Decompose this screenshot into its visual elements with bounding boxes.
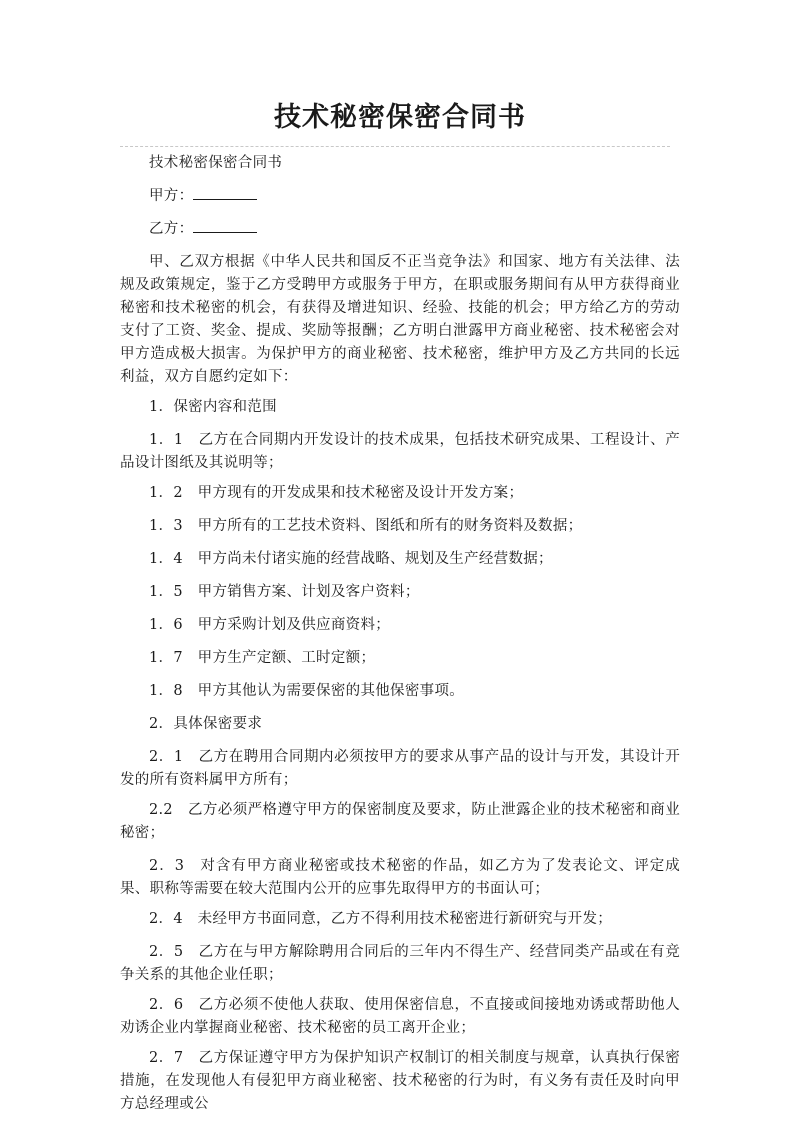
party-b-label: 乙方：: [149, 221, 194, 237]
clause-2-7: 2．7 乙方保证遵守甲方为保护知识产权制订的相关制度与规章，认真执行保密措施，在发现他人有侵犯甲方商业秘密、技术秘密的行为时，有义务有责任及时向甲方总经理或公: [120, 1050, 680, 1112]
clause-1-5: 1．5 甲方销售方案、计划及客户资料；: [149, 584, 420, 600]
section-1-heading: 1．保密内容和范围: [149, 399, 277, 415]
subtitle: 技术秘密保密合同书: [149, 155, 283, 171]
clause-2-4: 2．4 未经甲方书面同意，乙方不得利用技术秘密进行新研究与开发；: [149, 911, 613, 927]
party-b-line: [120, 218, 680, 241]
clause-1-4: 1．4 甲方尚未付诸实施的经营战略、规划及生产经营数据；: [149, 551, 553, 567]
clause-1-2: 1．2 甲方现有的开发成果和技术秘密及设计开发方案；: [149, 485, 524, 501]
clause-2-1: 2．1 乙方在聘用合同期内必须按甲方的要求从事产品的设计与开发，其设计开发的所有资料属甲方所有；: [120, 749, 680, 788]
section-2-heading: 2．具体保密要求: [149, 716, 263, 732]
document-title: 技术秘密保密合同书: [274, 102, 526, 133]
clause-1-8: 1．8 甲方其他认为需要保密的其他保密事项。: [149, 683, 465, 699]
clause-1-6: 1．6 甲方采购计划及供应商资料；: [149, 617, 391, 633]
party-b-blank: [193, 218, 257, 233]
party-a-line: [120, 185, 680, 208]
clause-2-2: 2.2 乙方必须严格遵守甲方的保密制度及要求，防止泄露企业的技术秘密和商业秘密；: [120, 802, 680, 841]
preamble-paragraph: 甲、乙双方根据《中华人民共和国反不正当竞争法》和国家、地方有关法律、法规及政策规定，鉴于乙方受聘甲方或服务于甲方，在职或服务期间有从甲方获得商业秘密和技术秘密的机会，有获得及增进知识、经验、技能的机会；甲方给乙方的劳动支付了工资、奖金、提成、奖励等报酬；乙方明白泄露甲方商业秘密、技术秘密会对甲方造成极大损害。为保护甲方的商业秘密、技术秘密，维护甲方及乙方共同的长远利益，双方自愿约定如下：: [120, 254, 680, 385]
clause-1-1: 1．1 乙方在合同期内开发设计的技术成果，包括技术研究成果、工程设计、产品设计图纸及其说明等；: [120, 432, 680, 471]
clause-2-3: 2．3 对含有甲方商业秘密或技术秘密的作品，如乙方为了发表论文、评定成果、职称等需要在较大范围内公开的应事先取得甲方的书面认可；: [120, 858, 680, 897]
clause-2-5: 2．5 乙方在与甲方解除聘用合同后的三年内不得生产、经营同类产品或在有竞争关系的其他企业任职；: [120, 944, 680, 983]
title-divider: [120, 146, 670, 147]
document-body: [120, 152, 680, 1123]
clause-1-7: 1．7 甲方生产定额、工时定额；: [149, 650, 376, 666]
party-a-blank: [193, 185, 257, 200]
party-a-label: 甲方：: [149, 188, 194, 204]
clause-2-6: 2．6 乙方必须不使他人获取、使用保密信息，不直接或间接地劝诱或帮助他人劝诱企业内掌握商业秘密、技术秘密的员工离开企业；: [120, 997, 680, 1036]
clause-1-3: 1．3 甲方所有的工艺技术资料、图纸和所有的财务资料及数据；: [149, 518, 583, 534]
